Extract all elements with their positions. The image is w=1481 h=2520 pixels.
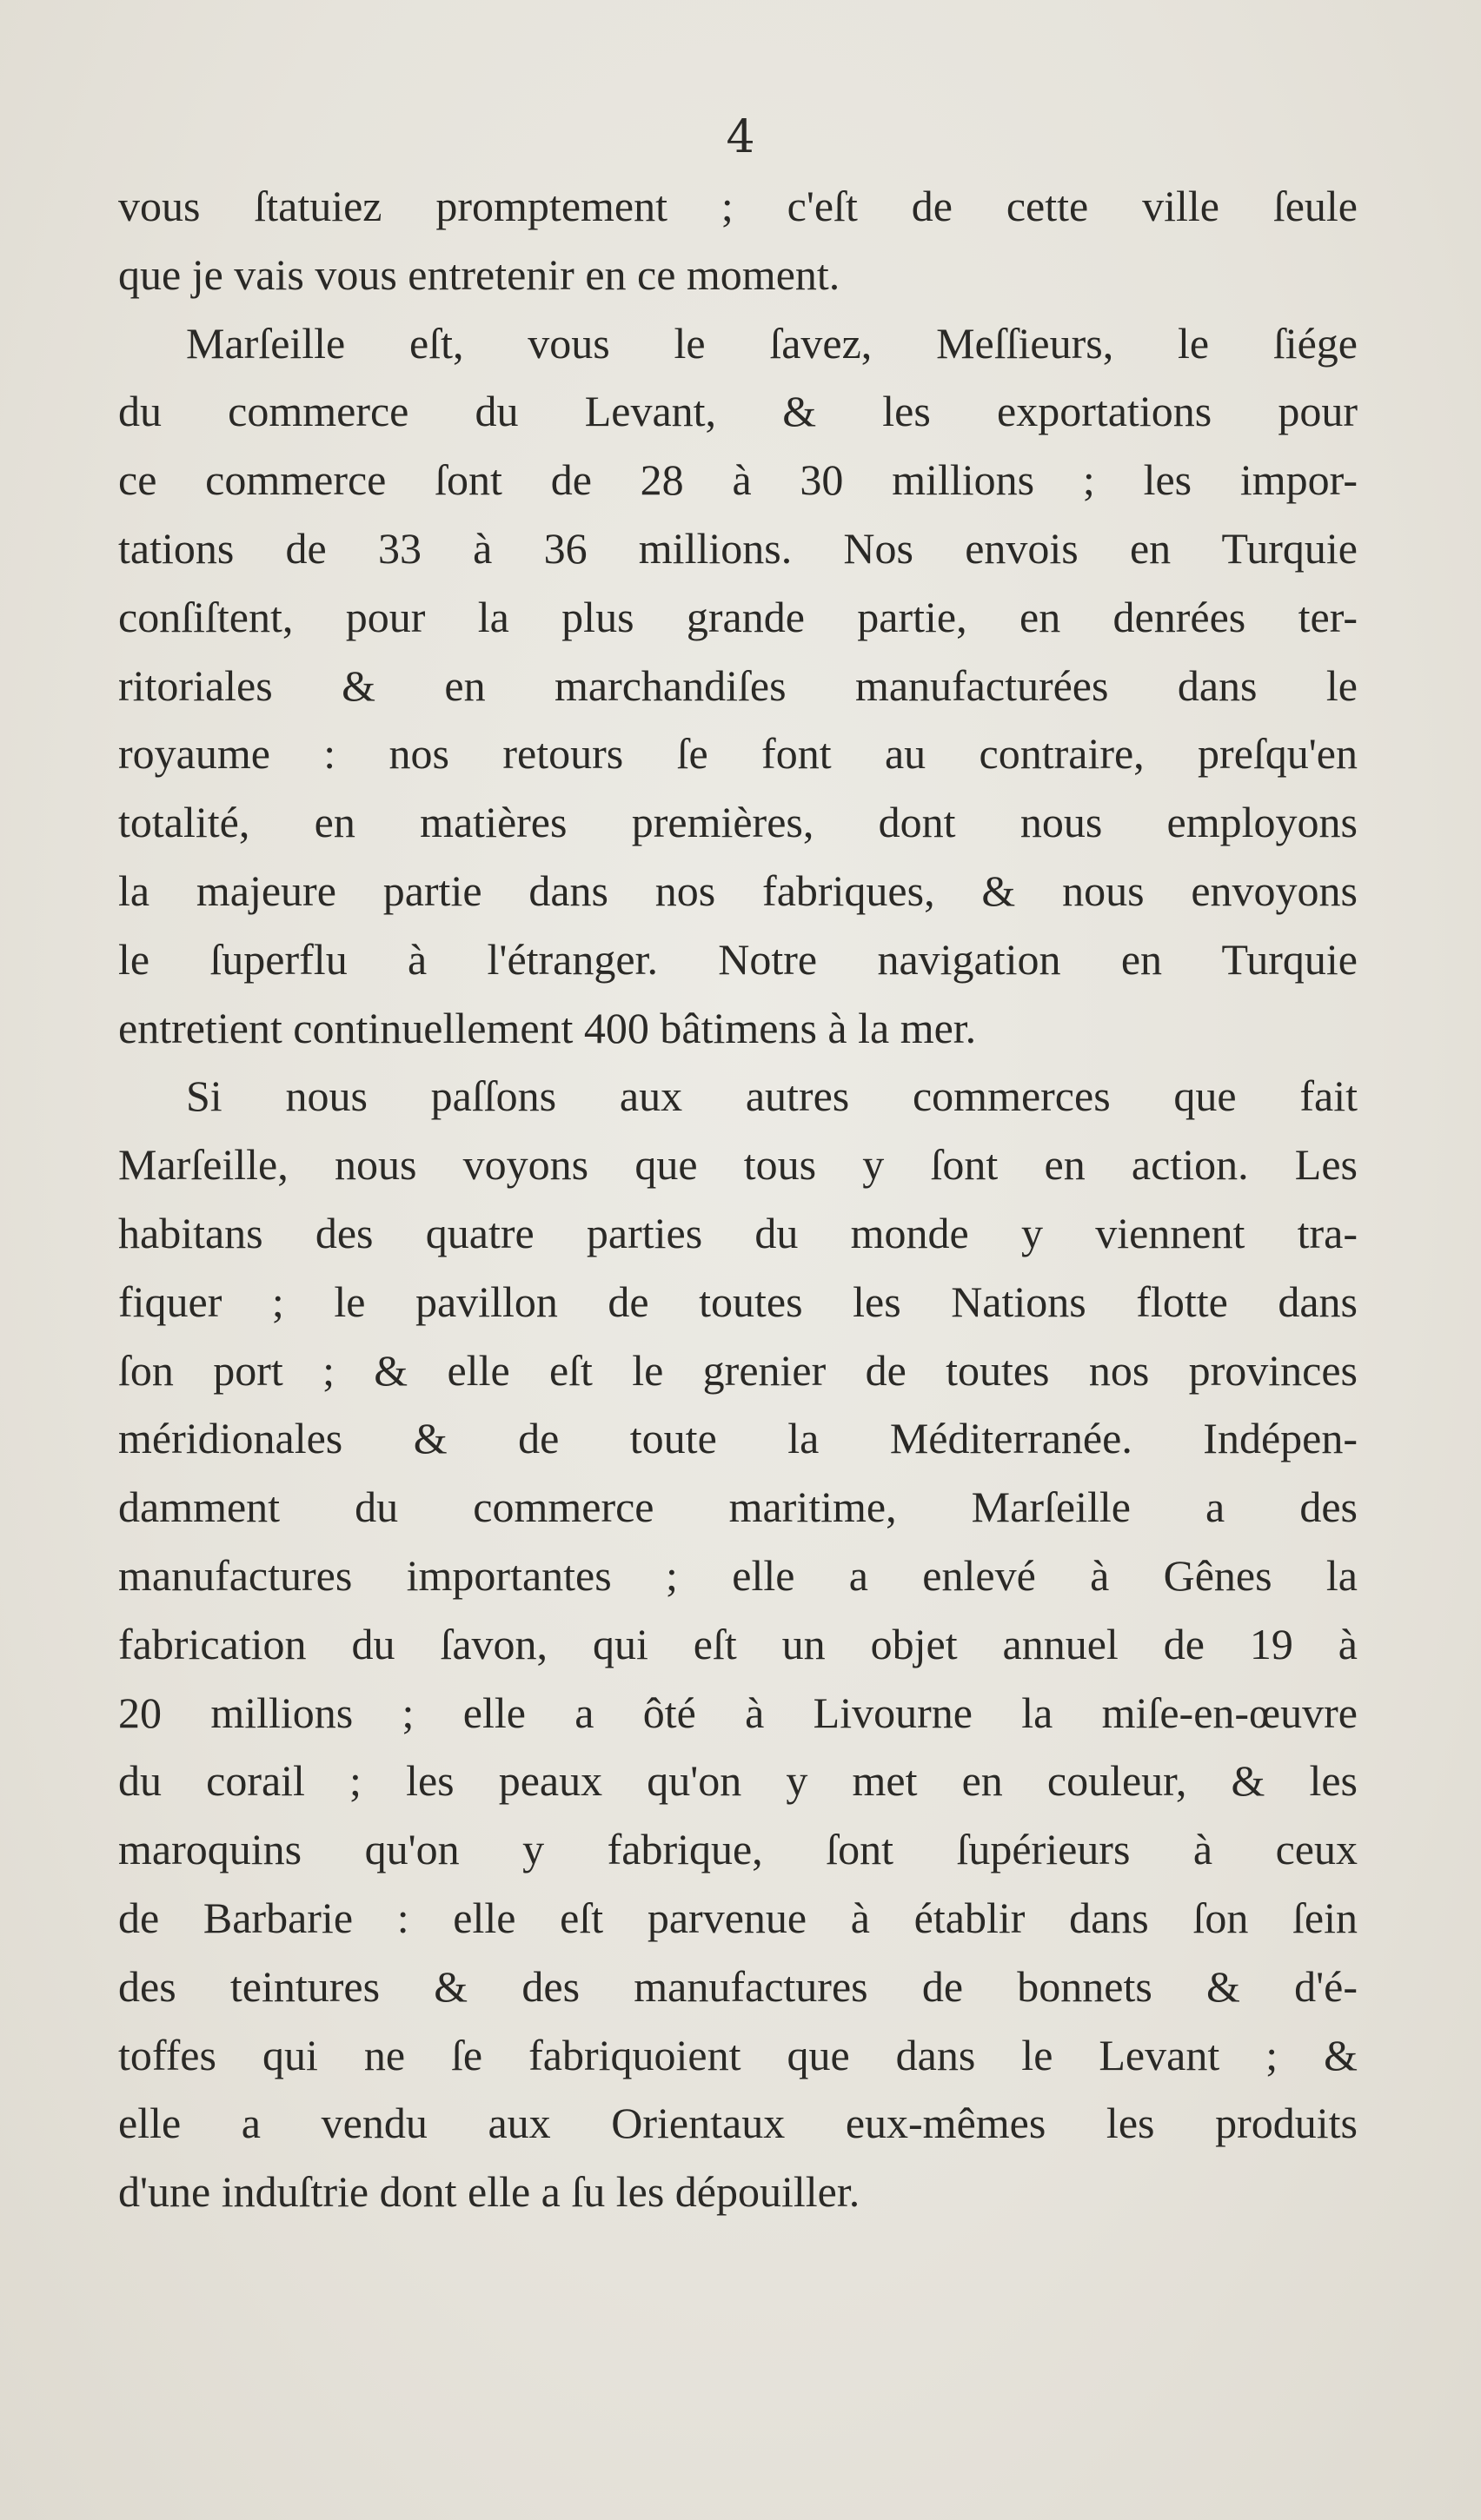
text-line: ce commerce ſont de 28 à 30 millions ; les impor- — [118, 455, 1358, 505]
text-line: du commerce du Levant, & les exportations pour — [118, 387, 1358, 436]
body-text — [118, 172, 1358, 2226]
text-line: Marſeille eſt, vous le ſavez, Meſſieurs, le ſiége — [186, 318, 1358, 368]
text-line: fabrication du ſavon, qui eſt un objet annuel de 19 à — [118, 1619, 1358, 1668]
text-line: d'une induſtrie dont elle a ſu les dépouiller. — [118, 2167, 860, 2217]
text-line: du corail ; les peaux qu'on y met en couleur, & les — [118, 1756, 1358, 1806]
text-line: maroquins qu'on y fabrique, ſont ſupérieurs à ceux — [118, 1825, 1358, 1874]
page-number: 4 — [726, 111, 755, 163]
text-line: Si nous paſſons aux autres commerces que fait — [186, 1071, 1358, 1121]
text-line: totalité, en matières premières, dont nous employons — [118, 798, 1358, 847]
text-line: de Barbarie : elle eſt parvenue à établir dans ſon ſein — [118, 1893, 1358, 1942]
text-line: manufactures importantes ; elle a enlevé à Gênes la — [118, 1550, 1358, 1600]
text-line: conſiſtent, pour la plus grande partie, en denrées ter- — [118, 592, 1358, 641]
text-line: elle a vendu aux Orientaux eux-mêmes les produits — [118, 2099, 1358, 2148]
text-line: le ſuperflu à l'étranger. Notre navigation en Turquie — [118, 934, 1358, 984]
text-line: fiquer ; le pavillon de toutes les Nations flotte dans — [118, 1277, 1358, 1326]
text-line: vous ſtatuiez promptement ; c'eſt de cette ville ſeule — [118, 182, 1358, 230]
text-line: habitans des quatre parties du monde y viennent tra- — [118, 1208, 1358, 1257]
text-line: Marſeille, nous voyons que tous y ſont en action. Les — [118, 1140, 1358, 1190]
text-line: toffes qui ne ſe fabriquoient que dans le Levant ; & — [118, 2030, 1358, 2079]
text-line: ſon port ; & elle eſt le grenier de toutes nos provinces — [118, 1345, 1358, 1395]
text-line: méridionales & de toute la Méditerranée. Indépen- — [118, 1414, 1358, 1463]
text-line: damment du commerce maritime, Marſeille a des — [118, 1482, 1358, 1532]
text-line: que je vais vous entretenir en ce moment. — [118, 249, 840, 299]
text-line: ritoriales & en marchandiſes manufacturées dans le — [118, 660, 1358, 710]
text-line: entretient continuellement 400 bâtimens à la mer. — [118, 1003, 977, 1052]
text-line: 20 millions ; elle a ôté à Livourne la miſe-en-œuvre — [118, 1688, 1358, 1737]
text-line: la majeure partie dans nos fabriques, & nous envoyons — [118, 865, 1358, 915]
text-line: royaume : nos retours ſe font au contraire, preſqu'en — [118, 729, 1358, 779]
text-line: tations de 33 à 36 millions. Nos envois en Turquie — [118, 523, 1358, 573]
text-line: des teintures & des manufactures de bonnets & d'é- — [118, 1961, 1358, 2011]
